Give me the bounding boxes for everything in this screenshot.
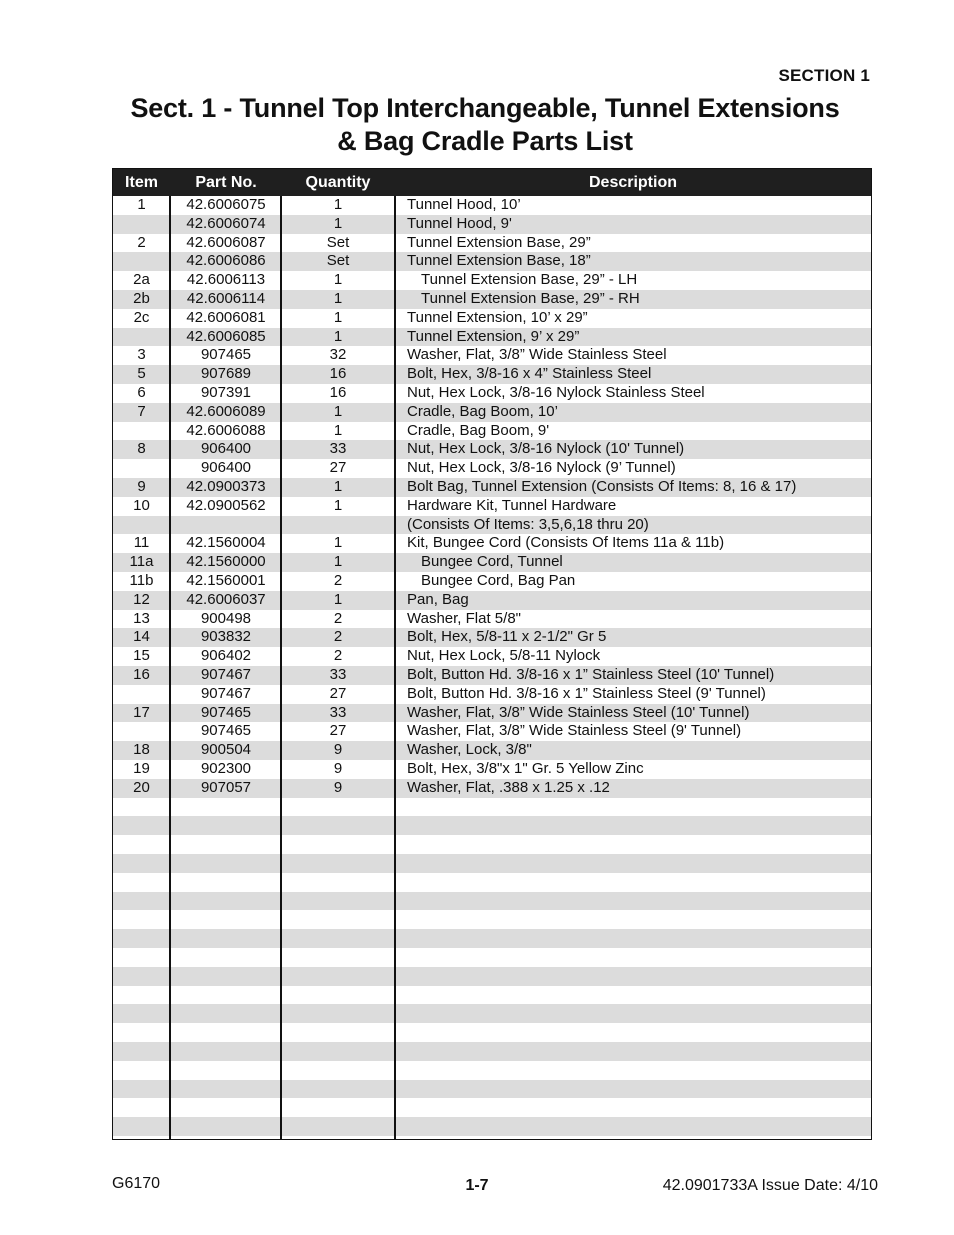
col-header-part-no: Part No.	[195, 174, 257, 191]
page-title	[80, 92, 890, 158]
description-cell: Bolt Bag, Tunnel Extension (Consists Of Items: 8, 16 & 17)	[407, 478, 797, 495]
table-row	[113, 290, 871, 309]
empty-table-row	[113, 1061, 871, 1080]
part-no-cell: 42.6006089	[186, 402, 266, 420]
empty-table-row	[113, 1004, 871, 1023]
description-cell: Tunnel Extension Base, 29” - RH	[421, 290, 640, 307]
part-no-cell: 42.6006074	[186, 214, 266, 232]
item-cell: 18	[133, 741, 150, 759]
item-cell: 11b	[129, 572, 154, 589]
part-no-cell: 42.6006088	[186, 421, 266, 439]
description-cell: Tunnel Extension Base, 29”	[407, 233, 591, 251]
description-cell: Washer, Flat, 3/8” Wide Stainless Steel (9' Tunnel)	[407, 722, 742, 740]
table-row	[113, 553, 871, 572]
description-cell: Tunnel Extension Base, 18”	[407, 252, 591, 270]
part-no-cell: 903832	[200, 628, 252, 646]
empty-table-row	[113, 854, 871, 873]
table-row	[113, 497, 871, 516]
table-row	[113, 309, 871, 328]
item-cell: 8	[137, 440, 146, 458]
quantity-cell: Set	[326, 233, 350, 251]
part-no-cell: 42.1560000	[186, 553, 266, 571]
table-row	[113, 459, 871, 478]
quantity-cell: 2	[333, 628, 343, 646]
quantity-cell: 16	[329, 365, 347, 383]
item-cell: 17	[133, 703, 150, 721]
description-cell: Washer, Flat, 3/8” Wide Stainless Steel (10' Tunnel)	[407, 703, 750, 721]
title-line-1: Sect. 1 - Tunnel Top Interchangeable, Tunnel Extensions	[130, 93, 840, 123]
description-cell: Bolt, Hex, 3/8-16 x 4” Stainless Steel	[407, 365, 652, 383]
table-row	[113, 234, 871, 253]
quantity-cell: 33	[329, 666, 347, 683]
item-cell: 12	[133, 590, 150, 608]
table-row	[113, 685, 871, 704]
quantity-cell: 27	[329, 459, 347, 477]
part-no-cell: 907465	[200, 703, 252, 721]
table-row	[113, 647, 871, 666]
description-cell: Tunnel Hood, 9'	[407, 214, 512, 232]
column-divider	[169, 196, 171, 1139]
quantity-cell: 1	[333, 196, 343, 213]
part-no-cell: 42.6006081	[186, 308, 266, 326]
table-row	[113, 741, 871, 760]
item-cell: 19	[133, 760, 150, 777]
table-row	[113, 252, 871, 271]
empty-table-row	[113, 835, 871, 854]
empty-table-row	[113, 1117, 871, 1136]
col-header-quantity: Quantity	[305, 174, 371, 191]
description-cell: Bolt, Hex, 5/8-11 x 2-1/2" Gr 5	[407, 628, 607, 646]
column-divider	[394, 196, 396, 1139]
part-no-cell: 907689	[200, 365, 252, 383]
part-no-cell: 42.6006085	[186, 327, 266, 345]
parts-table	[112, 168, 872, 1140]
quantity-cell: 2	[333, 609, 343, 627]
empty-table-row	[113, 967, 871, 986]
description-cell: Nut, Hex Lock, 5/8-11 Nylock	[407, 647, 601, 665]
table-row	[113, 722, 871, 741]
description-cell: Washer, Flat, .388 x 1.25 x .12	[407, 778, 610, 796]
part-no-cell: 906400	[200, 440, 252, 458]
description-cell: Cradle, Bag Boom, 9'	[407, 421, 550, 439]
description-cell: Cradle, Bag Boom, 10’	[407, 402, 558, 420]
table-row	[113, 628, 871, 647]
empty-table-row	[113, 798, 871, 817]
table-row	[113, 610, 871, 629]
table-row	[113, 215, 871, 234]
description-cell: (Consists Of Items: 3,5,6,18 thru 20)	[407, 515, 649, 533]
table-row	[113, 196, 871, 215]
description-cell: Bolt, Hex, 3/8"x 1" Gr. 5 Yellow Zinc	[407, 760, 644, 777]
item-cell: 2a	[133, 271, 150, 289]
description-cell: Tunnel Extension, 9’ x 29”	[407, 327, 580, 345]
quantity-cell: 1	[333, 534, 343, 552]
quantity-cell: 1	[333, 290, 343, 307]
item-cell: 14	[133, 628, 150, 646]
empty-table-row	[113, 1023, 871, 1042]
table-row	[113, 591, 871, 610]
part-no-cell: 42.1560001	[186, 572, 266, 589]
table-body	[113, 196, 871, 1139]
footer-issue: 42.0901733A Issue Date: 4/10	[662, 1177, 878, 1194]
part-no-cell: 906400	[200, 459, 252, 477]
table-row	[113, 572, 871, 591]
part-no-cell: 906402	[200, 647, 252, 665]
item-cell: 5	[137, 365, 146, 383]
item-cell: 13	[133, 609, 150, 627]
table-row	[113, 760, 871, 779]
quantity-cell: 1	[333, 214, 343, 232]
part-no-cell: 42.6006086	[186, 252, 266, 270]
part-no-cell: 900498	[200, 609, 252, 627]
quantity-cell: 1	[333, 327, 343, 345]
item-cell: 11a	[129, 553, 154, 571]
quantity-cell: 1	[333, 478, 343, 495]
quantity-cell: Set	[326, 252, 350, 270]
quantity-cell: 2	[333, 647, 343, 665]
item-cell: 16	[133, 666, 150, 683]
item-cell: 20	[133, 778, 150, 796]
description-cell: Tunnel Hood, 10’	[407, 196, 521, 213]
empty-table-row	[113, 873, 871, 892]
item-cell: 1	[137, 196, 146, 213]
description-cell: Tunnel Extension Base, 29” - LH	[421, 271, 638, 289]
empty-table-row	[113, 1080, 871, 1099]
empty-table-row	[113, 816, 871, 835]
quantity-cell: 1	[333, 590, 343, 608]
part-no-cell: 907467	[200, 684, 252, 702]
quantity-cell: 1	[333, 553, 343, 571]
quantity-cell: 32	[329, 346, 347, 364]
table-row	[113, 666, 871, 685]
quantity-cell: 27	[329, 684, 347, 702]
column-divider	[280, 196, 282, 1139]
empty-table-row	[113, 910, 871, 929]
footer-model: G6170	[112, 1175, 161, 1192]
table-row	[113, 328, 871, 347]
footer-page-number: 1-7	[465, 1177, 489, 1194]
part-no-cell: 907465	[200, 346, 252, 364]
table-row	[113, 403, 871, 422]
empty-table-row	[113, 948, 871, 967]
description-cell: Washer, Flat, 3/8” Wide Stainless Steel	[407, 346, 667, 364]
part-no-cell: 42.6006037	[186, 590, 266, 608]
item-cell: 3	[137, 346, 146, 364]
table-row	[113, 478, 871, 497]
item-cell: 2c	[133, 308, 150, 326]
part-no-cell: 907391	[200, 384, 252, 401]
description-cell: Bungee Cord, Bag Pan	[421, 572, 576, 589]
table-row	[113, 422, 871, 441]
item-cell: 2b	[133, 290, 150, 307]
table-row	[113, 704, 871, 723]
empty-table-row	[113, 929, 871, 948]
item-cell: 9	[137, 478, 146, 495]
description-cell: Bolt, Button Hd. 3/8-16 x 1” Stainless Steel (10' Tunnel)	[407, 666, 775, 683]
description-cell: Hardware Kit, Tunnel Hardware	[407, 496, 617, 514]
description-cell: Bolt, Button Hd. 3/8-16 x 1” Stainless Steel (9' Tunnel)	[407, 684, 766, 702]
quantity-cell: 2	[333, 572, 343, 589]
part-no-cell: 42.6006075	[186, 196, 266, 213]
description-cell: Tunnel Extension, 10’ x 29”	[407, 308, 588, 326]
quantity-cell: 1	[333, 402, 343, 420]
quantity-cell: 33	[329, 440, 347, 458]
item-cell: 15	[133, 647, 150, 665]
empty-table-row	[113, 1042, 871, 1061]
quantity-cell: 33	[329, 703, 347, 721]
item-cell: 10	[133, 496, 150, 514]
table-row	[113, 384, 871, 403]
quantity-cell: 1	[333, 496, 343, 514]
table-row	[113, 365, 871, 384]
title-line-2: & Bag Cradle Parts List	[337, 126, 633, 156]
table-header	[113, 169, 871, 196]
item-cell: 6	[137, 384, 146, 401]
quantity-cell: 9	[333, 741, 343, 759]
description-cell: Nut, Hex Lock, 3/8-16 Nylock Stainless Steel	[407, 384, 705, 401]
empty-table-row	[113, 986, 871, 1005]
description-cell: Pan, Bag	[407, 590, 469, 608]
description-cell: Kit, Bungee Cord (Consists Of Items 11a & 11b)	[407, 534, 725, 552]
quantity-cell: 16	[329, 384, 347, 401]
empty-table-row	[113, 892, 871, 911]
quantity-cell: 1	[333, 421, 343, 439]
table-row	[113, 440, 871, 459]
part-no-cell: 42.6006113	[186, 271, 266, 289]
part-no-cell: 42.0900562	[186, 496, 266, 514]
part-no-cell: 42.0900373	[186, 478, 266, 495]
part-no-cell: 907057	[200, 778, 252, 796]
quantity-cell: 1	[333, 308, 343, 326]
part-no-cell: 42.1560004	[186, 534, 266, 552]
part-no-cell: 900504	[200, 741, 252, 759]
quantity-cell: 1	[333, 271, 343, 289]
description-cell: Washer, Flat 5/8"	[407, 609, 521, 627]
part-no-cell: 42.6006114	[186, 290, 266, 307]
table-row	[113, 534, 871, 553]
item-cell: 7	[137, 402, 146, 420]
quantity-cell: 9	[333, 760, 343, 777]
item-cell: 2	[137, 233, 146, 251]
section-label: SECTION 1	[778, 66, 870, 85]
description-cell: Nut, Hex Lock, 3/8-16 Nylock (10' Tunnel)	[407, 440, 685, 458]
part-no-cell: 902300	[200, 760, 252, 777]
description-cell: Bungee Cord, Tunnel	[421, 553, 563, 571]
item-cell: 11	[133, 534, 150, 552]
description-cell: Nut, Hex Lock, 3/8-16 Nylock (9’ Tunnel)	[407, 459, 676, 477]
table-row	[113, 516, 871, 535]
part-no-cell: 42.6006087	[186, 233, 266, 251]
quantity-cell: 9	[333, 778, 343, 796]
table-row	[113, 346, 871, 365]
table-row	[113, 271, 871, 290]
table-row	[113, 779, 871, 798]
col-header-item: Item	[125, 174, 158, 191]
description-cell: Washer, Lock, 3/8"	[407, 741, 532, 759]
part-no-cell: 907465	[200, 722, 252, 740]
quantity-cell: 27	[329, 722, 347, 740]
empty-table-row	[113, 1098, 871, 1117]
part-no-cell: 907467	[200, 666, 252, 683]
col-header-description: Description	[588, 174, 677, 191]
